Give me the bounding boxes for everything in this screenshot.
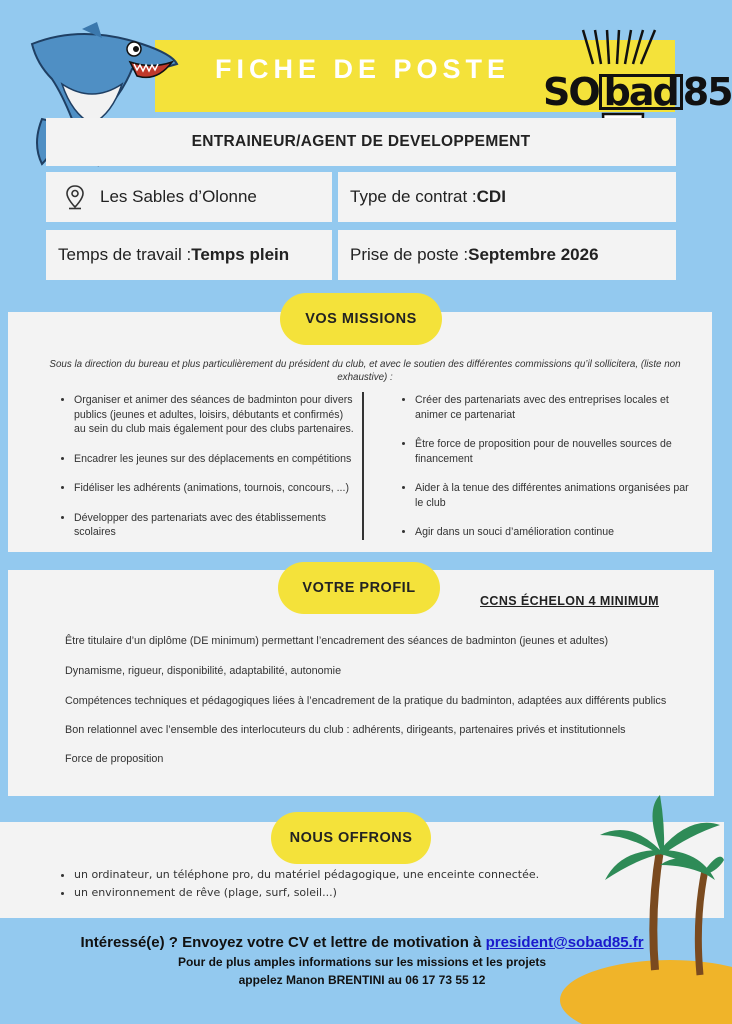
page-title: FICHE DE POSTE	[215, 54, 511, 84]
mission-item: • Organiser et animer des séances de badminton pour divers publics (jeunes et adultes, loisirs, débutants et confirmés) au sein du club mais également pour des clubs partenaires.	[74, 393, 356, 437]
start-value: Septembre 2026	[468, 245, 599, 264]
ccns-level: CCNS ÉCHELON 4 MINIMUM	[480, 594, 659, 608]
footer-info: Pour de plus amples informations sur les missions et les projets	[177, 955, 547, 969]
logo-text	[543, 70, 732, 114]
footer-cta-text: Intéressé(e) ? Envoyez votre CV et lettre de motivation à	[80, 934, 486, 951]
mission-item: • Encadrer les jeunes sur des déplacements en compétitions	[74, 452, 356, 467]
worktime-label: Temps de travail :	[58, 245, 192, 264]
missions-divider	[362, 392, 364, 540]
job-title: ENTRAINEUR/AGENT DE DEVELOPPEMENT	[46, 118, 676, 166]
logo-so: SO	[543, 70, 599, 114]
mission-item: • Créer des partenariats avec des entreprises locales et animer ce partenariat	[415, 393, 689, 422]
profile-item: Dynamisme, rigueur, disponibilité, adaptabilité, autonomie	[65, 665, 342, 677]
location-box	[46, 172, 332, 222]
worktime-box	[46, 230, 332, 280]
logo-number: 85	[682, 70, 732, 114]
location-text: Les Sables d’Olonne	[100, 187, 257, 206]
location-pin-icon	[64, 184, 86, 210]
offer-item: • un ordinateur, un téléphone pro, du matériel pédagogique, une enceinte connectée.	[74, 867, 618, 883]
profile-item: Compétences techniques et pédagogiques liées à l’encadrement de la pratique du badminton, adaptées aux différents publics	[65, 695, 667, 707]
missions-intro: Sous la direction du bureau et plus particulièrement du président du club, et avec le soutien des différentes commissions qu’il sollicitera, (liste non exhaustive) :	[49, 359, 681, 383]
mission-item: • Être force de proposition pour de nouvelles sources de financement	[415, 437, 689, 466]
contract-box	[338, 172, 676, 222]
profile-item: Force de proposition	[65, 753, 164, 765]
offer-list	[58, 867, 618, 903]
missions-heading: VOS MISSIONS	[280, 293, 442, 345]
offer-item: • un environnement de rêve (plage, surf, soleil...)	[74, 885, 618, 901]
palm-island-icon	[560, 790, 724, 1024]
footer-cta	[0, 934, 724, 951]
missions-left-list	[58, 393, 356, 555]
missions-right-list	[399, 393, 689, 555]
profile-item: Bon relationnel avec l’ensemble des interlocuteurs du club : adhérents, dirigeants, partenaires privés et institutionnels	[65, 724, 626, 736]
footer-phone: appelez Manon BRENTINI au 06 17 73 55 12	[238, 973, 486, 987]
email-link[interactable]: president@sobad85.fr	[485, 934, 644, 951]
mission-item: • Agir dans un souci d’amélioration continue	[415, 525, 689, 540]
start-box	[338, 230, 676, 280]
contract-label: Type de contrat :	[350, 187, 477, 206]
footer	[0, 934, 724, 987]
worktime-value: Temps plein	[191, 245, 290, 264]
mission-item: • Développer des partenariats avec des établissements scolaires	[74, 511, 356, 540]
profile-item: Être titulaire d’un diplôme (DE minimum) permettant l’encadrement des séances de badminton (jeunes et adultes)	[65, 635, 609, 647]
mission-item: • Aider à la tenue des différentes animations organisées par le club	[415, 481, 689, 510]
offer-heading: NOUS OFFRONS	[271, 812, 431, 864]
start-label: Prise de poste :	[350, 245, 469, 264]
mission-item: • Fidéliser les adhérents (animations, tournois, concours, ...)	[74, 481, 356, 496]
profile-heading: VOTRE PROFIL	[278, 562, 440, 614]
contract-value: CDI	[476, 187, 506, 206]
logo-bad: bad	[599, 74, 683, 110]
